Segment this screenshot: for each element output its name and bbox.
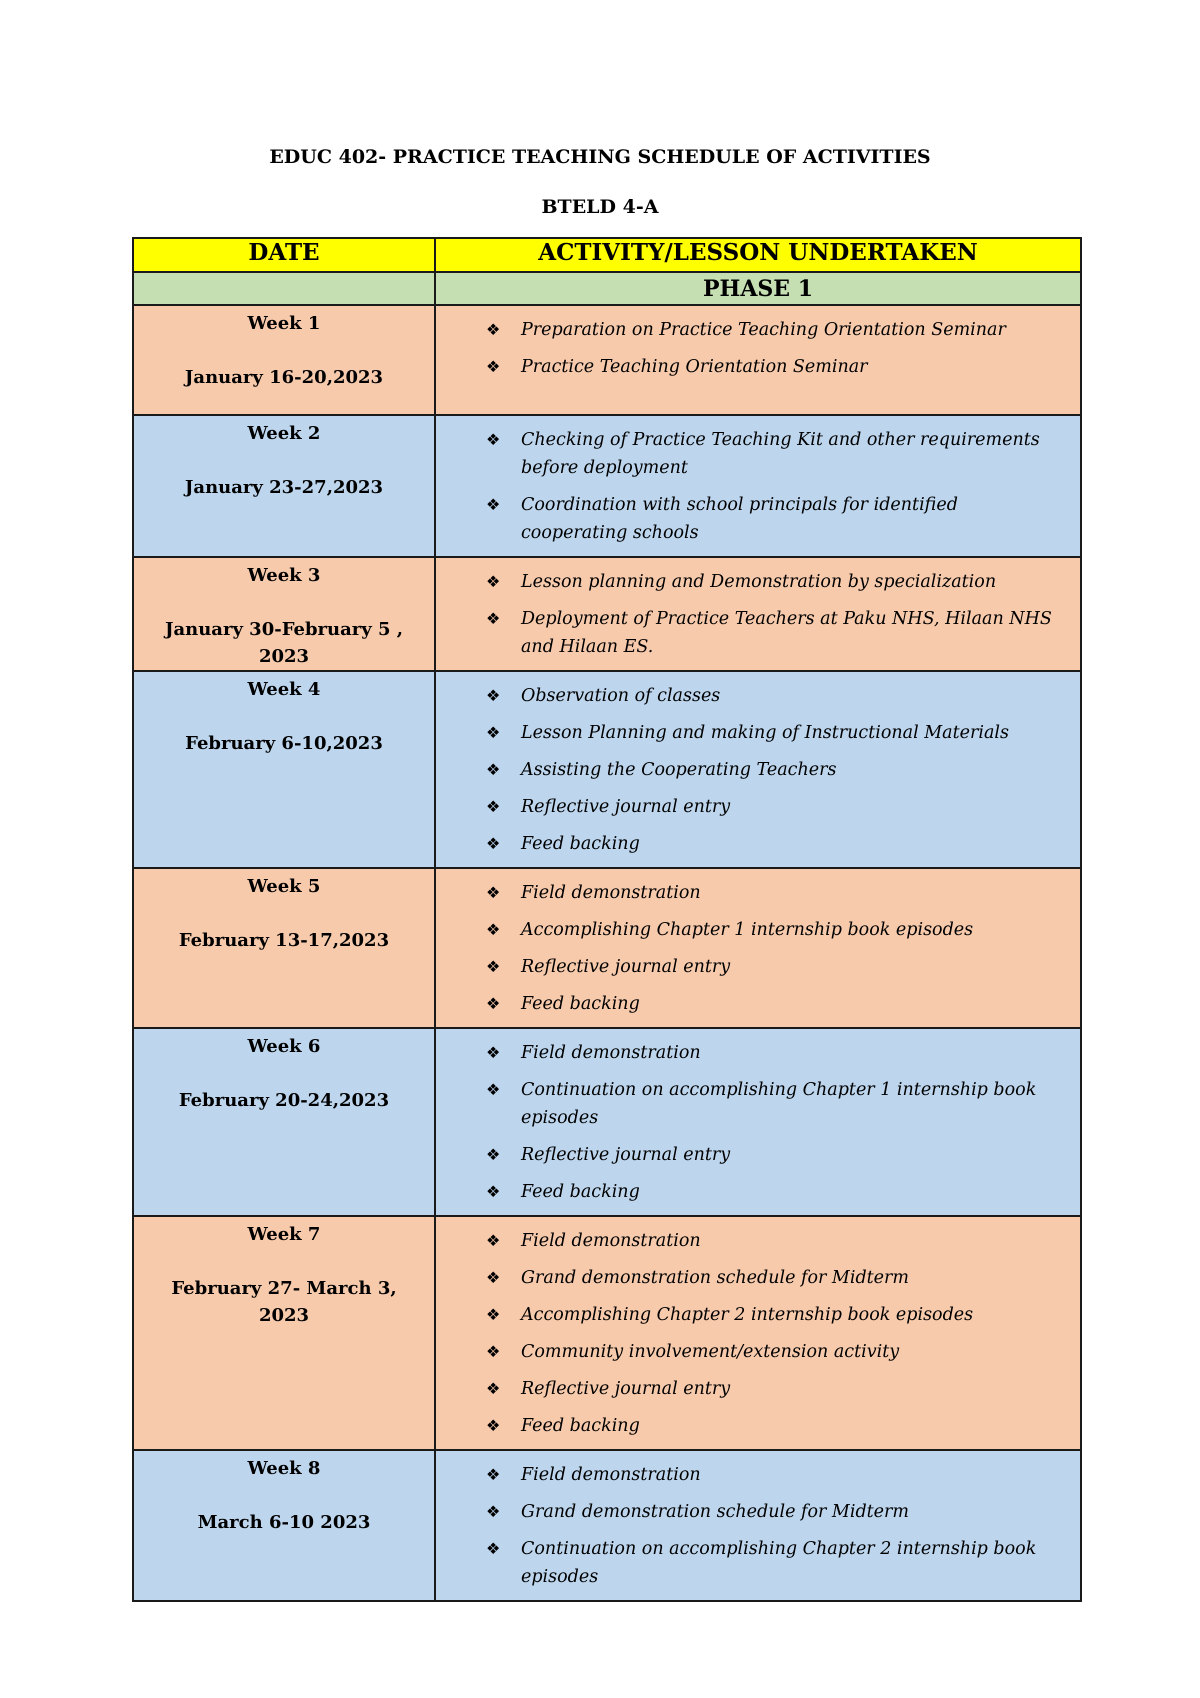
diamond-bullet-icon: ❖ bbox=[486, 572, 501, 591]
diamond-bullet-icon: ❖ bbox=[486, 883, 501, 902]
activity-text: Reflective journal entry bbox=[521, 1145, 731, 1165]
diamond-bullet-icon: ❖ bbox=[486, 1502, 501, 1521]
date-cell bbox=[133, 868, 435, 1028]
list-item bbox=[436, 316, 1060, 344]
date-range: January 23-27,2023 bbox=[184, 477, 384, 498]
phase-label: PHASE 1 bbox=[435, 272, 1081, 305]
diamond-bullet-icon: ❖ bbox=[486, 797, 501, 816]
list-item bbox=[436, 1535, 1060, 1591]
diamond-bullet-icon: ❖ bbox=[486, 495, 501, 514]
list-item bbox=[436, 1461, 1060, 1489]
date-cell bbox=[133, 1450, 435, 1601]
activity-list bbox=[436, 1227, 1060, 1440]
list-item bbox=[436, 353, 1060, 381]
activity-text: Lesson planning and Demonstration by specialization bbox=[521, 572, 997, 592]
activity-text: Reflective journal entry bbox=[521, 1379, 731, 1399]
activity-column-header: ACTIVITY/LESSON UNDERTAKEN bbox=[435, 238, 1081, 272]
list-item bbox=[436, 719, 1060, 747]
list-item bbox=[436, 605, 1060, 661]
activity-text: Feed backing bbox=[521, 1416, 640, 1436]
activity-text: Community involvement/extension activity bbox=[521, 1342, 900, 1362]
activity-list bbox=[436, 1461, 1060, 1591]
week-label: Week 7 bbox=[247, 1224, 321, 1245]
table-row bbox=[133, 1028, 1081, 1216]
list-item bbox=[436, 1498, 1060, 1526]
diamond-bullet-icon: ❖ bbox=[486, 430, 501, 449]
diamond-bullet-icon: ❖ bbox=[486, 1182, 501, 1201]
phase-row bbox=[133, 272, 1081, 305]
phase-empty-cell bbox=[133, 272, 435, 305]
diamond-bullet-icon: ❖ bbox=[486, 723, 501, 742]
diamond-bullet-icon: ❖ bbox=[486, 609, 501, 628]
date-cell bbox=[133, 671, 435, 868]
diamond-bullet-icon: ❖ bbox=[486, 1231, 501, 1250]
table-row bbox=[133, 868, 1081, 1028]
activity-text: Continuation on accomplishing Chapter 1 internship book episodes bbox=[521, 1080, 1037, 1128]
list-item bbox=[436, 426, 1060, 482]
date-range: January 16-20,2023 bbox=[184, 367, 384, 388]
activity-text: Feed backing bbox=[521, 834, 640, 854]
week-label: Week 6 bbox=[247, 1036, 321, 1057]
week-label: Week 1 bbox=[247, 313, 321, 334]
list-item bbox=[436, 1264, 1060, 1292]
diamond-bullet-icon: ❖ bbox=[486, 920, 501, 939]
date-range: February 6-10,2023 bbox=[185, 733, 383, 754]
list-item bbox=[436, 568, 1060, 596]
diamond-bullet-icon: ❖ bbox=[486, 834, 501, 853]
date-range: March 6-10 2023 bbox=[197, 1512, 371, 1533]
list-item bbox=[436, 1375, 1060, 1403]
list-item bbox=[436, 682, 1060, 710]
activity-cell bbox=[435, 868, 1081, 1028]
activity-cell bbox=[435, 415, 1081, 557]
activity-list bbox=[436, 682, 1060, 858]
activity-text: Continuation on accomplishing Chapter 2 internship book episodes bbox=[521, 1539, 1037, 1587]
list-item bbox=[436, 1178, 1060, 1206]
date-cell bbox=[133, 1216, 435, 1450]
diamond-bullet-icon: ❖ bbox=[486, 686, 501, 705]
week-label: Week 4 bbox=[247, 679, 321, 700]
list-item bbox=[436, 879, 1060, 907]
diamond-bullet-icon: ❖ bbox=[486, 1539, 501, 1558]
list-item bbox=[436, 1301, 1060, 1329]
week-label: Week 8 bbox=[247, 1458, 321, 1479]
diamond-bullet-icon: ❖ bbox=[486, 1342, 501, 1361]
activity-list bbox=[436, 316, 1060, 381]
activity-cell bbox=[435, 1028, 1081, 1216]
date-cell bbox=[133, 305, 435, 415]
list-item bbox=[436, 793, 1060, 821]
list-item bbox=[436, 916, 1060, 944]
date-cell bbox=[133, 1028, 435, 1216]
list-item bbox=[436, 1412, 1060, 1440]
date-range: February 13-17,2023 bbox=[178, 930, 390, 951]
activity-list bbox=[436, 426, 1060, 547]
activity-text: Assisting the Cooperating Teachers bbox=[521, 760, 837, 780]
activity-text: Field demonstration bbox=[521, 1465, 701, 1485]
list-item bbox=[436, 491, 1060, 547]
list-item bbox=[436, 990, 1060, 1018]
list-item bbox=[436, 830, 1060, 858]
activity-list bbox=[436, 1039, 1060, 1206]
table-row bbox=[133, 305, 1081, 415]
activity-text: Field demonstration bbox=[521, 883, 701, 903]
activity-cell bbox=[435, 1216, 1081, 1450]
table-row bbox=[133, 415, 1081, 557]
list-item bbox=[436, 1227, 1060, 1255]
table-row bbox=[133, 557, 1081, 671]
date-column-header: DATE bbox=[133, 238, 435, 272]
date-range: February 20-24,2023 bbox=[178, 1090, 390, 1111]
activity-text: Checking of Practice Teaching Kit and other requirements before deployment bbox=[521, 430, 1040, 478]
table-row bbox=[133, 1450, 1081, 1601]
diamond-bullet-icon: ❖ bbox=[486, 957, 501, 976]
diamond-bullet-icon: ❖ bbox=[486, 357, 501, 376]
diamond-bullet-icon: ❖ bbox=[486, 1043, 501, 1062]
date-range: February 27- March 3, 2023 bbox=[171, 1278, 397, 1326]
diamond-bullet-icon: ❖ bbox=[486, 760, 501, 779]
activity-text: Deployment of Practice Teachers at Paku NHS, Hilaan NHS and Hilaan ES. bbox=[521, 609, 1052, 657]
diamond-bullet-icon: ❖ bbox=[486, 994, 501, 1013]
week-label: Week 2 bbox=[247, 423, 321, 444]
activity-cell bbox=[435, 557, 1081, 671]
diamond-bullet-icon: ❖ bbox=[486, 320, 501, 339]
week-label: Week 5 bbox=[247, 876, 321, 897]
list-item bbox=[436, 1338, 1060, 1366]
list-item bbox=[436, 1039, 1060, 1067]
activity-list bbox=[436, 568, 1060, 661]
date-cell bbox=[133, 557, 435, 671]
diamond-bullet-icon: ❖ bbox=[486, 1145, 501, 1164]
activity-text: Field demonstration bbox=[521, 1231, 701, 1251]
table-row bbox=[133, 1216, 1081, 1450]
activity-text: Feed backing bbox=[521, 994, 640, 1014]
diamond-bullet-icon: ❖ bbox=[486, 1305, 501, 1324]
list-item bbox=[436, 953, 1060, 981]
diamond-bullet-icon: ❖ bbox=[486, 1465, 501, 1484]
activity-text: Practice Teaching Orientation Seminar bbox=[521, 357, 868, 377]
activity-text: Reflective journal entry bbox=[521, 797, 731, 817]
activity-text: Grand demonstration schedule for Midterm bbox=[521, 1268, 909, 1288]
diamond-bullet-icon: ❖ bbox=[486, 1268, 501, 1287]
table-header-row bbox=[133, 238, 1081, 272]
activity-text: Feed backing bbox=[521, 1182, 640, 1202]
list-item bbox=[436, 756, 1060, 784]
date-range: January 30-February 5 , 2023 bbox=[164, 619, 404, 667]
list-item bbox=[436, 1141, 1060, 1169]
diamond-bullet-icon: ❖ bbox=[486, 1416, 501, 1435]
list-item bbox=[436, 1076, 1060, 1132]
activity-text: Accomplishing Chapter 1 internship book episodes bbox=[521, 920, 974, 940]
activity-text: Coordination with school principals for identified cooperating schools bbox=[521, 495, 958, 543]
activity-cell bbox=[435, 1450, 1081, 1601]
activity-text: Field demonstration bbox=[521, 1043, 701, 1063]
activity-cell bbox=[435, 305, 1081, 415]
activity-text: Reflective journal entry bbox=[521, 957, 731, 977]
activity-text: Grand demonstration schedule for Midterm bbox=[521, 1502, 909, 1522]
date-cell bbox=[133, 415, 435, 557]
document-subtitle: BTELD 4-A bbox=[541, 196, 659, 218]
diamond-bullet-icon: ❖ bbox=[486, 1080, 501, 1099]
activity-list bbox=[436, 879, 1060, 1018]
week-label: Week 3 bbox=[247, 565, 321, 586]
document-title: EDUC 402- PRACTICE TEACHING SCHEDULE OF ACTIVITIES bbox=[269, 146, 931, 168]
activity-text: Observation of classes bbox=[521, 686, 721, 706]
activity-text: Lesson Planning and making of Instructional Materials bbox=[521, 723, 1009, 743]
schedule-table bbox=[132, 237, 1082, 1602]
activity-text: Preparation on Practice Teaching Orientation Seminar bbox=[521, 320, 1006, 340]
diamond-bullet-icon: ❖ bbox=[486, 1379, 501, 1398]
activity-text: Accomplishing Chapter 2 internship book episodes bbox=[521, 1305, 974, 1325]
table-row bbox=[133, 671, 1081, 868]
activity-cell bbox=[435, 671, 1081, 868]
